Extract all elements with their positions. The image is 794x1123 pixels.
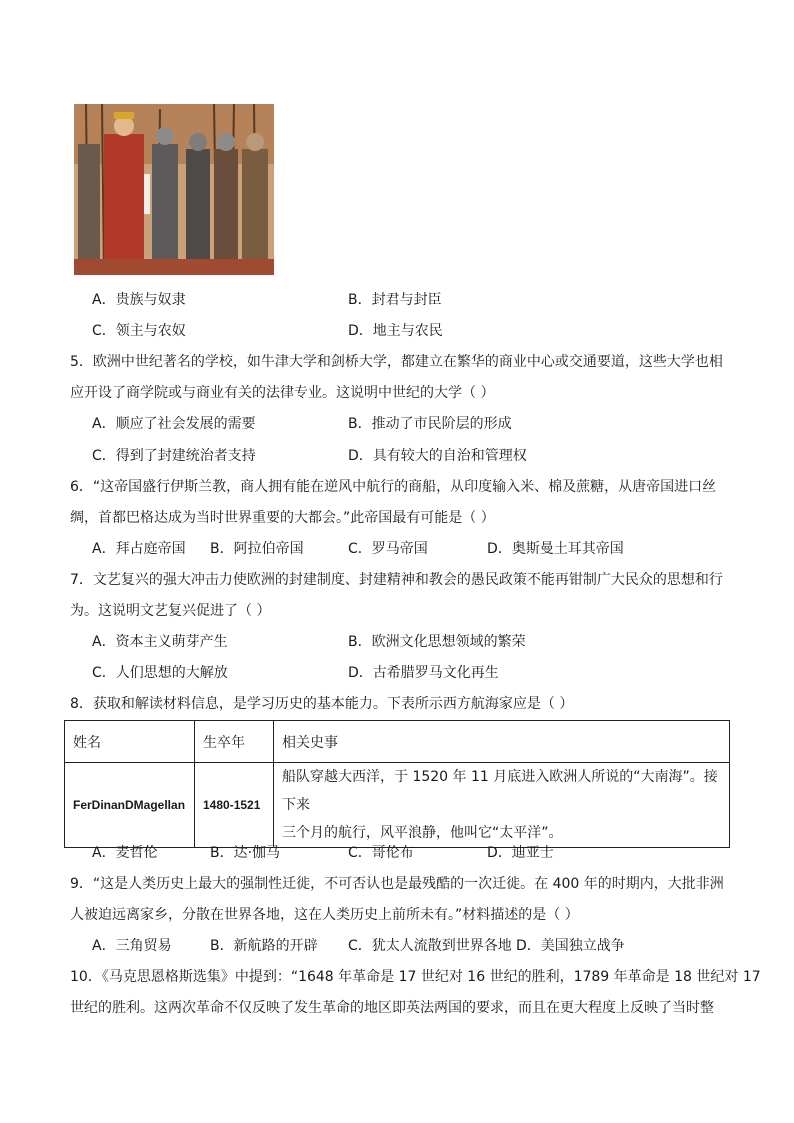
q7-option-d: D．古希腊罗马文化再生	[348, 665, 499, 681]
table-header-name: 姓名	[65, 721, 195, 763]
table-cell-facts-line2: 三个月的航行，风平浪静，他叫它“太平洋”。	[282, 825, 563, 841]
table-header-years: 生卒年	[195, 721, 274, 763]
q10-stem-line1: 10．《马克思恩格斯选集》中提到：“1648 年革命是 17 世纪对 16 世纪的胜利，1789 年革命是 18 世纪对 17	[70, 969, 761, 985]
q8-option-d: D．迪亚士	[487, 845, 554, 861]
table-header-facts: 相关史事	[274, 721, 730, 763]
q5-option-b: B．推动了市民阶层的形成	[348, 416, 512, 432]
q8-stem: 8．获取和解读材料信息，是学习历史的基本能力。下表所示西方航海家应是（ ）	[70, 696, 574, 712]
q6-stem-line1: 6．“这帝国盛行伊斯兰教，商人拥有能在逆风中航行的商船，从印度输入米、棉及蔗糖，从唐帝国进口丝	[70, 479, 717, 495]
q8-option-c: C．哥伦布	[348, 845, 414, 861]
q10-stem-line2: 世纪的胜利。这两次革命不仅反映了发生革命的地区即英法两国的要求，而且在更大程度上反映了当时整	[70, 1000, 714, 1016]
q9-stem-line2: 人被迫远离家乡，分散在世界各地，这在人类历史上前所未有。”材料描述的是（ ）	[70, 907, 579, 923]
q4-option-a: A．贵族与奴隶	[92, 292, 186, 308]
table-cell-facts-line1: 船队穿越大西洋，于 1520 年 11 月底进入欧洲人所说的“大南海”。接下来	[282, 769, 718, 813]
q4-option-d: D．地主与农民	[348, 323, 443, 339]
q5-option-a: A．顺应了社会发展的需要	[92, 416, 256, 432]
q7-option-b: B．欧洲文化思想领域的繁荣	[348, 634, 526, 650]
medieval-homage-illustration	[74, 104, 274, 275]
q5-option-d: D．具有较大的自治和管理权	[348, 448, 527, 464]
q9-stem-line1: 9．“这是人类历史上最大的强制性迁徙，不可否认也是最残酷的一次迁徙。在 400 年的时期内，大批非洲	[70, 876, 724, 892]
q6-stem-line2: 绸，首都巴格达成为当时世界重要的大都会。”此帝国最有可能是（ ）	[70, 510, 495, 526]
q5-stem-line1: 5．欧洲中世纪著名的学校，如牛津大学和剑桥大学，都建立在繁华的商业中心或交通要道，这些大学也相	[70, 354, 723, 370]
q5-option-c: C．得到了封建统治者支持	[92, 448, 256, 464]
q4-option-c: C．领主与农奴	[92, 323, 186, 339]
q6-option-c: C．罗马帝国	[348, 541, 428, 557]
q9-option-b: B．新航路的开辟	[210, 938, 318, 954]
q6-option-d: D．奥斯曼土耳其帝国	[487, 541, 624, 557]
q7-stem-line1: 7．文艺复兴的强大冲击力使欧洲的封建制度、封建精神和教会的愚民政策不能再钳制广大民众的思想和行	[70, 572, 723, 588]
q9-option-d: D．美国独立战争	[516, 938, 625, 954]
q9-option-a: A．三角贸易	[92, 938, 172, 954]
q6-option-b: B．阿拉伯帝国	[210, 541, 304, 557]
q7-option-c: C．人们思想的大解放	[92, 665, 228, 681]
q7-option-a: A．资本主义萌芽产生	[92, 634, 228, 650]
q8-option-a: A．麦哲伦	[92, 845, 158, 861]
q8-option-b: B．达·伽马	[210, 845, 281, 861]
table-cell-facts	[274, 763, 730, 848]
navigator-table	[64, 720, 730, 848]
q6-option-a: A．拜占庭帝国	[92, 541, 186, 557]
table-cell-name: FerDinanDMagellan	[65, 763, 195, 848]
q4-option-b: B．封君与封臣	[348, 292, 442, 308]
q7-stem-line2: 为。这说明文艺复兴促进了（ ）	[70, 603, 271, 619]
q9-option-c: C．犹太人流散到世界各地	[348, 938, 512, 954]
q5-stem-line2: 应开设了商学院或与商业有关的法律专业。这说明中世纪的大学（ ）	[70, 385, 495, 401]
table-cell-years: 1480-1521	[195, 763, 274, 848]
